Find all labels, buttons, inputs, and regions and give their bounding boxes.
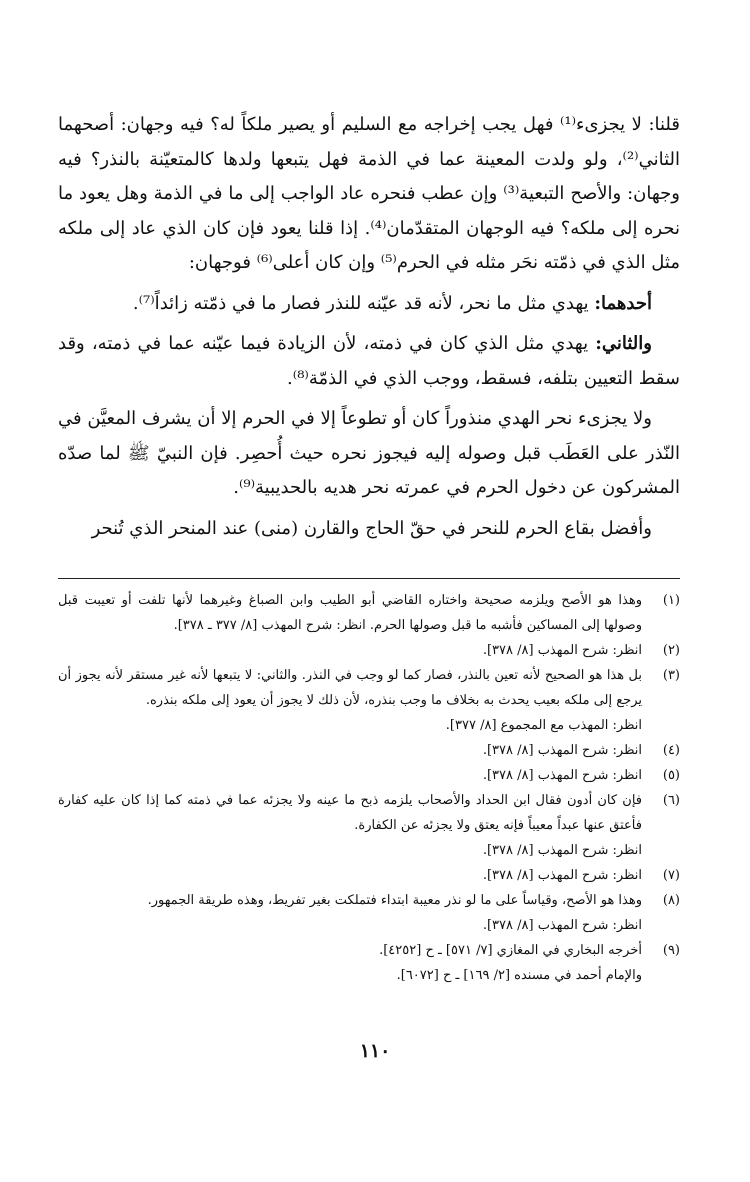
footnote-body xyxy=(58,663,642,738)
footnote-body xyxy=(58,588,642,638)
footnote-body xyxy=(58,638,642,663)
footnote-line: وهذا هو الأصح ويلزمه صحيحة واختاره القاضي أبو الطيب وابن الصباغ وغيرهما لأنها تلفت أو تعيبت قبل وصولها إلى المساكين فأشبه ما قبل وصولها الحرم. انظر: شرح المهذب [٨/ ٣٧٧ ـ ٣٧٨]. xyxy=(58,593,642,633)
footnote-body xyxy=(58,863,642,888)
footnote-number: (٤) xyxy=(662,743,680,758)
footnote-divider xyxy=(58,578,680,579)
footnote-line: انظر: المهذب مع المجموع [٨/ ٣٧٧]. xyxy=(445,718,642,733)
footnote-5 xyxy=(58,763,680,788)
paragraph-text: يهدي مثل ما نحر، لأنه قد عيّنه للنذر فصار ما في ذمّته زائداً⁽⁷⁾. xyxy=(132,292,595,314)
footnote-line: انظر: شرح المهذب [٨/ ٣٧٨]. xyxy=(482,918,642,933)
footnote-6 xyxy=(58,788,680,863)
footnotes xyxy=(58,588,680,988)
paragraph-text: قلنا: لا يجزىء⁽¹⁾ فهل يجب إخراجه مع السليم أو يصير ملكاً له؟ فيه وجهان: أصحهما الثاني⁽²⁾، ولو ولدت المعينة عما في الذمة فهل يتبعها ولدها كالمتعيّنة بالنذر؟ فيه وجهان: والأصح التبعية⁽³⁾ وإن عطب فنحره عاد الواجب إلى ما في الذمة وهل يعود ما نحره إلى ملكه؟ فيه الوجهان المتقدّمان⁽⁴⁾. إذا قلنا يعود فإن كان الذي عاد إلى ملكه مثل الذي في ذمّته نحَر مثله في الحرم⁽⁵⁾ وإن كان أعلى⁽⁶⁾ فوجهان: xyxy=(58,114,680,273)
footnote-line: انظر: شرح المهذب [٨/ ٣٧٨]. xyxy=(482,643,642,658)
footnote-number: (٩) xyxy=(662,943,680,958)
footnote-4 xyxy=(58,738,680,763)
footnote-line: أخرجه البخاري في المغازي [٧/ ٥٧١] ـ ح [٤٢٥٢]. xyxy=(379,943,642,958)
footnote-line: فإن كان أدون فقال ابن الحداد والأصحاب يلزمه ذبح ما عينه ولا يجزئه عما في ذمته كما إذا كان عليه كفارة فأعتق عنها عبداً معيباً فإنه يعتق ولا يجزئه عن الكفارة. xyxy=(58,793,642,833)
footnote-3 xyxy=(58,663,680,738)
footnote-number: (٧) xyxy=(662,868,680,883)
footnote-body xyxy=(58,788,642,863)
page-number: ١١٠ xyxy=(359,1040,391,1062)
footnote-line: انظر: شرح المهذب [٨/ ٣٧٨]. xyxy=(482,743,642,758)
footnote-2 xyxy=(58,638,680,663)
footnote-7 xyxy=(58,863,680,888)
footnote-number: (٥) xyxy=(662,768,680,783)
paragraph-lead: أحدهما: xyxy=(594,292,652,314)
footnote-body xyxy=(58,763,642,788)
footnote-number: (٦) xyxy=(662,793,680,808)
footnote-line: والإمام أحمد في مسنده [٢/ ١٦٩] ـ ح [٦٠٧٢]. xyxy=(396,968,642,983)
main-text xyxy=(58,108,680,552)
paragraph-5 xyxy=(58,512,680,547)
paragraph-2 xyxy=(58,287,680,322)
footnote-line: انظر: شرح المهذب [٨/ ٣٧٨]. xyxy=(482,768,642,783)
footnote-number: (٢) xyxy=(662,643,680,658)
paragraph-3 xyxy=(58,327,680,396)
footnote-8 xyxy=(58,888,680,938)
paragraph-text: يهدي مثل الذي كان في ذمته، لأن الزيادة فيما عيّنه عما في ذمته، وقد سقط التعيين بتلفه، فسقط، ووجب الذي في الذمّة⁽⁸⁾. xyxy=(58,333,680,389)
footnote-number: (١) xyxy=(662,593,680,608)
footnote-number: (٨) xyxy=(662,893,680,908)
footnote-1 xyxy=(58,588,680,638)
footnote-line: بل هذا هو الصحيح لأنه تعين بالنذر، فصار كما لو وجب في النذر. والثاني: لا يتبعها لأنه غير مستقر لأنه يجوز أن يرجع إلى ملكه بعيب يحدث به بخلاف ما وجب بنذره، لأن ذلك لا يجوز أن يعود إلى ملكه بنذره. xyxy=(58,668,642,708)
paragraph-lead: والثاني: xyxy=(595,333,652,354)
paragraph-1 xyxy=(58,108,680,281)
footnote-line: انظر: شرح المهذب [٨/ ٣٧٨]. xyxy=(482,843,642,858)
footnote-body xyxy=(58,888,642,938)
footnote-body xyxy=(58,738,642,763)
footnote-line: انظر: شرح المهذب [٨/ ٣٧٨]. xyxy=(482,868,642,883)
footnote-line: وهذا هو الأصح، وقياساً على ما لو نذر معيبة ابتداء فتملكت بغير تفريط، وهذه طريقة الجمهور. xyxy=(147,893,642,908)
paragraph-4 xyxy=(58,402,680,506)
paragraph-text: وأفضل بقاع الحرم للنحر في حقّ الحاج والقارن (منى) عند المنحر الذي تُنحر xyxy=(91,517,652,539)
footnote-number: (٣) xyxy=(662,668,680,683)
footnote-9 xyxy=(58,938,680,988)
paragraph-text: ولا يجزىء نحر الهدي منذوراً كان أو تطوعاً إلا في الحرم إلا أن يشرف المعيَّن في النّذر على العَطَب قبل وصوله إليه فيجوز نحره حيث أُحصِر. فإن النبيّ ﷺ لما صدّه المشركون عن دخول الحرم في عمرته نحر هديه بالحديبية⁽⁹⁾. xyxy=(58,408,680,498)
footnote-body xyxy=(58,938,642,988)
